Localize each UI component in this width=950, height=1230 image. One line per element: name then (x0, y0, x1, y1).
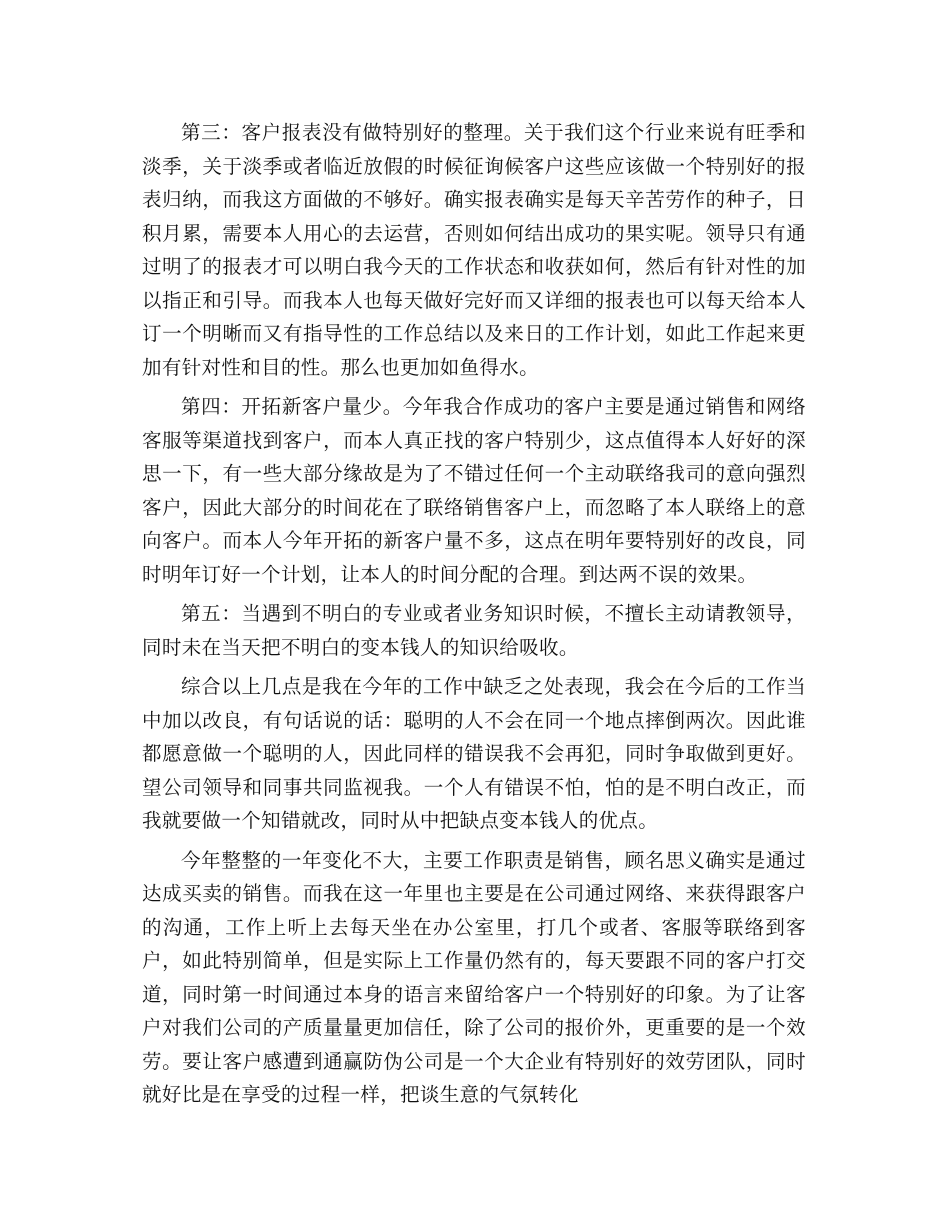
paragraph-item-3: 第三：客户报表没有做特别好的整理。关于我们这个行业来说有旺季和淡季，关于淡季或者临近放假的时候征询候客户这些应该做一个特别好的报表归纳，而我这方面做的不够好。确实报表确实是每天辛苦劳作的种子，日积月累，需要本人用心的去运营，否则如何结出成功的果实呢。领导只有通过明了的报表才可以明白我今天的工作状态和收获如何，然后有针对性的加以指正和引导。而我本人也每天做好完好而又详细的报表也可以每天给本人订一个明晰而又有指导性的工作总结以及来日的工作计划，如此工作起来更加有针对性和目的性。那么也更加如鱼得水。 (142, 121, 806, 379)
paragraph-summary: 综合以上几点是我在今年的工作中缺乏之处表现，我会在今后的工作当中加以改良，有句话说的话：聪明的人不会在同一个地点摔倒两次。因此谁都愿意做一个聪明的人，因此同样的错误我不会再犯，同时争取做到更好。望公司领导和同事共同监视我。一个人有错误不怕，怕的是不明白改正，而我就要做一个知错就改，同时从中把缺点变本钱人的优点。 (142, 675, 806, 832)
document-body (142, 116, 806, 1118)
paragraph-item-5: 第五：当遇到不明白的专业或者业务知识时候，不擅长主动请教领导，同时未在当天把不明白的变本钱人的知识给吸收。 (142, 602, 806, 659)
paragraph-year-review: 今年整整的一年变化不大，主要工作职责是销售，顾名思义确实是通过达成买卖的销售。而我在这一年里也主要是在公司通过网络、来获得跟客户的沟通，工作上听上去每天坐在办公室里，打几个或者、客服等联络到客户，如此特别简单，但是实际上工作量仍然有的，每天要跟不同的客户打交道，同时第一时间通过本身的语言来留给客户一个特别好的印象。为了让客户对我们公司的产质量量更加信任，除了公司的报价外，更重要的是一个效劳。要让客户感遭到通赢防伪公司是一个大企业有特别好的效劳团队，同时就好比是在享受的过程一样，把谈生意的气氛转化 (142, 848, 806, 1106)
paragraph-item-4: 第四：开拓新客户量少。今年我合作成功的客户主要是通过销售和网络客服等渠道找到客户，而本人真正找的客户特别少，这点值得本人好好的深思一下，有一些大部分缘故是为了不错过任何一个主动联络我司的意向强烈客户，因此大部分的时间花在了联络销售客户上，而忽略了本人联络上的意向客户。而本人今年开拓的新客户量不多，这点在明年要特别好的改良，同时明年订好一个计划，让本人的时间分配的合理。到达两不误的效果。 (142, 395, 806, 586)
